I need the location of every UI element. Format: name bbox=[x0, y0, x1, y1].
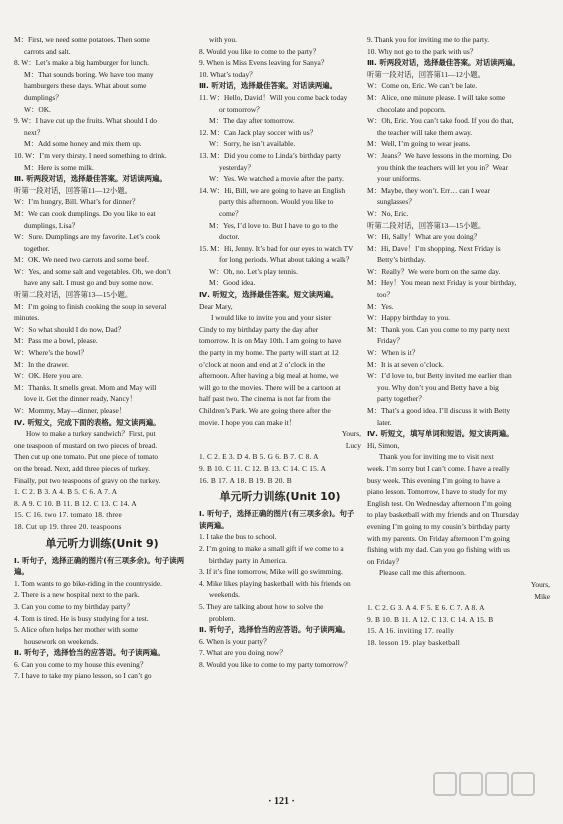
text-line: piano lesson. Tomorrow, I have to study for my bbox=[367, 487, 508, 497]
text-line: W：Yes. We watched a movie after the party. bbox=[209, 174, 344, 184]
text-line: 13. M：Did you come to Linda’s birthday party bbox=[199, 150, 342, 160]
text-line: 2. There is a new hospital next to the park. bbox=[14, 590, 140, 600]
column-right bbox=[367, 34, 550, 648]
text-line: busy week. This evening I’m going to have a bbox=[367, 475, 501, 485]
text-line: Yours, bbox=[341, 429, 361, 439]
text-line: 1. Tom wants to go bike-riding in the countryside. bbox=[14, 578, 162, 588]
text-line: afternoon. After having a big meal at home, we bbox=[199, 371, 339, 381]
text-line: 听第一段对话，回答第11—12小题。 bbox=[367, 69, 485, 79]
text-line: 1. C 2. E 3. D 4. B 5. G 6. B 7. C 8. A bbox=[199, 452, 319, 462]
column-middle bbox=[199, 34, 361, 670]
text-line: too？ bbox=[377, 290, 394, 300]
text-line: the party in my home. The party will start at 12 bbox=[199, 348, 339, 358]
text-line: week. I’m sorry but I can’t come. I have a really bbox=[367, 463, 510, 473]
text-line: W：OK. Here you are. bbox=[14, 371, 83, 381]
text-line: 1. C 2. G 3. A 4. F 5. E 6. C 7. A 8. A bbox=[367, 603, 485, 613]
text-line: with you. bbox=[209, 35, 237, 44]
text-line: 3. If it’s fine tomorrow, Mike will go swimming. bbox=[199, 567, 343, 577]
text-line: Children’s Park. We are going there after the bbox=[199, 406, 331, 415]
text-line: 8. Would you like to come to the party？ bbox=[199, 46, 320, 56]
section-heading: Ⅳ. 听短文，完成下面的表格。短文读两遍。 bbox=[14, 417, 161, 427]
text-line: M：I’m going to finish cooking the soup in several minutes. bbox=[14, 301, 167, 323]
text-line: 2. I’m going to make a small gift if we come to a bbox=[199, 543, 344, 553]
text-line: W：I’m hungry, Bill. What’s for dinner？ bbox=[14, 197, 140, 207]
text-line: Cindy to my birthday party the day after bbox=[199, 324, 319, 334]
text-line: M：Here is some milk. bbox=[24, 162, 94, 172]
text-line: have any salt. I must go and buy some now. bbox=[24, 278, 154, 288]
text-line: 15. M：Hi, Jenny. It’s bad for our eyes to watch TV bbox=[199, 243, 354, 253]
text-line: 15. A 16. inviting 17. really bbox=[367, 626, 455, 636]
text-line: M：That sounds boring. We have too many bbox=[24, 69, 154, 79]
text-line: 听第一段对话，回答第11—12小题。 bbox=[14, 185, 132, 195]
text-line: M：OK. We need two carrots and some beef. bbox=[14, 255, 149, 265]
text-line: housework on weekends. bbox=[24, 636, 99, 646]
text-line: 11. W：Hello, David！Will you come back today bbox=[199, 92, 348, 102]
text-line: 7. I have to take my piano lesson, so I can’t go bbox=[14, 671, 152, 681]
text-line: Please call me this afternoon. bbox=[379, 568, 466, 578]
text-line: Friday？ bbox=[377, 336, 404, 346]
text-line: W：Sure. Dumplings are my favorite. Let’s cook bbox=[14, 232, 161, 242]
section-heading: Ⅱ. 听句子，选择恰当的应答语。句子读两遍。 bbox=[199, 625, 350, 635]
text-line: 8. W：Let’s make a big hamburger for lunch. bbox=[14, 58, 149, 68]
text-line: problem. bbox=[209, 613, 236, 623]
section-heading: Ⅳ. 听短文，选择最佳答案。短文读两遍。 bbox=[199, 290, 339, 300]
text-line: M：Thank you. Can you come to my party next bbox=[367, 324, 510, 334]
text-line: 12. M：Can Jack play soccer with us？ bbox=[199, 127, 318, 137]
text-line: 4. Tom is tired. He is busy studying for a test. bbox=[14, 613, 149, 623]
text-line: 18. lesson 19. play basketball bbox=[367, 637, 461, 647]
text-line: W：Hi, Sally！What are you doing？ bbox=[367, 232, 481, 242]
text-line: one teaspoon of mustard on two pieces of bread. bbox=[14, 440, 158, 450]
text-line: W：Where’s the bowl？ bbox=[14, 348, 88, 358]
text-line: M：Hey！You mean next Friday is your birthday, bbox=[367, 278, 517, 288]
text-line: 5. They are talking about how to solve the bbox=[199, 601, 324, 611]
text-line: M：We can cook dumplings. Do you like to eat bbox=[14, 208, 156, 218]
text-line: hamburgers these days. What about some bbox=[24, 81, 147, 91]
text-line: I would like to invite you and your sister bbox=[211, 313, 332, 323]
text-line: you think the teachers will let you in？Wear bbox=[377, 162, 508, 172]
text-line: W：Oh, no. Let’s play tennis. bbox=[209, 266, 298, 276]
text-line: on the bread. Next, add three pieces of turkey. bbox=[14, 463, 150, 473]
text-line: M：Thanks. It smells great. Mom and May will bbox=[14, 382, 157, 392]
text-line: come？ bbox=[219, 208, 243, 218]
text-line: tomorrow. It is on May 10th. I am going to have bbox=[199, 336, 342, 346]
text-line: W：Jeans？We have lessons in the morning. Do bbox=[367, 150, 512, 160]
text-line: your uniforms. bbox=[377, 174, 421, 184]
text-line: 听第二段对话，回答第13—15小题。 bbox=[14, 290, 133, 300]
text-line: Thank you for inviting me to visit next bbox=[379, 452, 494, 462]
section-heading: Ⅲ. 听两段对话，选择最佳答案。对话读两遍。 bbox=[367, 58, 520, 68]
text-line: 8. Would you like to come to my party tomorrow？ bbox=[199, 659, 352, 669]
text-line: Mike bbox=[534, 591, 550, 601]
unit-title: 单元听力训练(Unit 10) bbox=[219, 490, 341, 504]
text-line: W：Mommy, May—dinner, please！ bbox=[14, 406, 127, 415]
text-line: 9. B 10. C 11. C 12. B 13. C 14. C 15. A bbox=[199, 463, 327, 473]
text-line: party together？ bbox=[377, 394, 426, 404]
text-line: you. Why don’t you and Betty have a big bbox=[377, 382, 499, 392]
section-heading: Ⅳ. 听短文，填写单词和短语。短文读两遍。 bbox=[367, 429, 514, 439]
text-line: 6. When is your party？ bbox=[199, 636, 271, 646]
text-line: Hi, Simon, bbox=[367, 440, 400, 450]
text-line: M：The day after tomorrow. bbox=[209, 116, 295, 126]
text-line: later. bbox=[377, 417, 392, 427]
text-line: 9. B 10. B 11. A 12. C 13. C 14. A 15. B bbox=[367, 614, 494, 624]
text-line: 15. C 16. two 17. tomato 18. three bbox=[14, 510, 122, 520]
text-line: W：Yes, and some salt and vegetables. Oh, we don’t bbox=[14, 266, 171, 276]
text-line: English test. On Wednesday afternoon I’m going bbox=[367, 498, 512, 508]
text-line: 16. B 17. A 18. B 19. B 20. B bbox=[199, 475, 292, 485]
text-line: M：Well, I’m going to wear jeans. bbox=[367, 139, 471, 149]
text-line: W：Really？We were born on the same day. bbox=[367, 266, 501, 276]
text-line: 4. Mike likes playing basketball with his friends on bbox=[199, 578, 351, 588]
text-line: Then cut up one tomato. Put one piece of tomato bbox=[14, 452, 159, 462]
text-line: M：Yes. bbox=[367, 301, 394, 311]
text-line: 1. I take the bus to school. bbox=[199, 532, 277, 542]
text-line: M：In the drawer. bbox=[14, 359, 69, 369]
section-heading: Ⅲ. 听对话，选择最佳答案。对话读两遍。 bbox=[199, 81, 338, 91]
text-line: 1. C 2. B 3. A 4. B 5. C 6. A 7. A bbox=[14, 487, 118, 497]
section-heading: Ⅲ. 听两段对话，选择最佳答案。对话读两遍。 bbox=[14, 174, 167, 184]
text-line: W：Happy birthday to you. bbox=[367, 313, 450, 323]
text-line: M：Add some honey and mix them up. bbox=[24, 139, 142, 149]
text-line: Finally, put two teaspoons of gravy on the turkey. bbox=[14, 475, 161, 485]
text-line: M：That’s a good idea. I’ll discuss it with Betty bbox=[367, 406, 511, 415]
text-line: 3. Can you come to my birthday party？ bbox=[14, 601, 134, 611]
text-line: the teacher will take them away. bbox=[377, 127, 473, 137]
column-left bbox=[14, 34, 190, 682]
page-number: · 121 · bbox=[268, 796, 295, 807]
text-line: 5. Alice often helps her mother with some bbox=[14, 625, 138, 635]
text-line: chocolate and popcorn. bbox=[377, 104, 446, 114]
text-line: evening I’m going to my cousin’s birthday party bbox=[367, 521, 511, 531]
text-line: How to make a turkey sandwich？First, put bbox=[26, 429, 156, 439]
text-line: party this afternoon. Would you like to bbox=[219, 197, 334, 207]
text-line: or tomorrow？ bbox=[219, 104, 264, 114]
text-line: Lucy bbox=[345, 440, 361, 450]
text-line: 10. W：I’m very thirsty. I need something to drink. bbox=[14, 150, 167, 160]
text-line: Betty’s birthday. bbox=[377, 255, 426, 265]
text-line: yesterday？ bbox=[219, 162, 255, 172]
text-line: 9. W：I have cut up the fruits. What should I do bbox=[14, 116, 157, 126]
text-line: o’clock at noon and end at 2 o’clock in the bbox=[199, 359, 326, 369]
text-line: M：Good idea. bbox=[209, 278, 256, 288]
text-line: 18. Cut up 19. three 20. teaspoons bbox=[14, 521, 122, 531]
text-line: W：When is it？ bbox=[367, 348, 420, 358]
text-line: M：Yes, I’d love to. But I have to go to the bbox=[209, 220, 338, 230]
text-line: W：I’d love to, but Betty invited me earlier than bbox=[367, 371, 512, 381]
text-line: 10. Why not go to the park with us？ bbox=[367, 46, 478, 56]
text-line: Yours, bbox=[530, 579, 550, 589]
watermark-logo bbox=[430, 770, 550, 814]
text-line: fishing with my dad. Can you go fishing with us bbox=[367, 545, 510, 555]
text-line: dumplings？ bbox=[24, 92, 63, 102]
text-line: 14. W：Hi, Bill, we are going to have an English bbox=[199, 185, 346, 195]
text-line: W：No, Eric. bbox=[367, 208, 409, 218]
text-line: M：Pass me a bowl, please. bbox=[14, 336, 98, 346]
text-line: M：Hi, Dave！I’m shopping. Next Friday is bbox=[367, 243, 501, 253]
text-line: 听第二段对话，回答第13—15小题。 bbox=[367, 220, 486, 230]
text-line: M：Alice, one minute please. I will take some bbox=[367, 92, 506, 102]
text-line: W：OK. bbox=[24, 104, 51, 114]
text-line: 9. Thank you for inviting me to the party. bbox=[367, 35, 490, 44]
section-heading: Ⅰ. 听句子，选择正确的图片(有三项多余)。句子读两遍。 bbox=[199, 509, 355, 530]
section-heading: Ⅰ. 听句子，选择正确的图片(有三项多余)。句子读两遍。 bbox=[14, 555, 185, 577]
text-line: movie. I hope you can make it！ bbox=[199, 417, 297, 427]
text-line: 7. What are you doing now？ bbox=[199, 648, 287, 658]
text-line: dumplings, Lisa？ bbox=[24, 220, 80, 230]
text-line: next？ bbox=[24, 127, 45, 137]
text-line: together. bbox=[24, 243, 50, 253]
text-line: sunglasses？ bbox=[377, 197, 416, 207]
text-line: with my parents. On Friday afternoon I’m going bbox=[367, 533, 510, 543]
text-line: M：It is at seven o’clock. bbox=[367, 359, 444, 369]
text-line: birthday party in America. bbox=[209, 555, 287, 565]
text-line: M：First, we need some potatoes. Then some bbox=[14, 35, 150, 44]
section-heading: Ⅱ. 听句子，选择恰当的应答语。句子读两遍。 bbox=[14, 648, 165, 658]
text-line: W：Oh, Eric. You can’t take food. If you do that, bbox=[367, 116, 514, 126]
text-line: doctor. bbox=[219, 232, 240, 242]
text-line: 9. When is Miss Evens leaving for Sanya？ bbox=[199, 58, 329, 68]
text-line: W：Sorry, he isn’t available. bbox=[209, 139, 296, 149]
text-line: carrots and salt. bbox=[24, 46, 71, 56]
text-line: 10. What’s today？ bbox=[199, 69, 257, 79]
text-line: M：Maybe, they won’t. Err… can I wear bbox=[367, 185, 491, 195]
text-line: W：Come on, Eric. We can’t be late. bbox=[367, 81, 478, 91]
text-line: on Friday？ bbox=[367, 556, 403, 566]
text-line: half past two. The cinema is not far from the bbox=[199, 394, 331, 404]
text-line: Dear Mary, bbox=[199, 301, 233, 311]
text-line: will go to the movies. There will be a cartoon at bbox=[199, 382, 341, 392]
text-line: to play basketball with my friends and on Thursday bbox=[367, 510, 520, 520]
text-line: love it. Get the dinner ready, Nancy！ bbox=[24, 394, 137, 404]
text-line: weekends. bbox=[209, 590, 240, 600]
text-line: W：So what should I do now, Dad？ bbox=[14, 324, 125, 334]
text-line: for long periods. What about taking a walk？ bbox=[219, 255, 354, 265]
text-line: 6. Can you come to my house this evening？ bbox=[14, 659, 148, 669]
unit-title: 单元听力训练(Unit 9) bbox=[45, 536, 159, 550]
text-line: 8. A 9. C 10. B 11. B 12. C 13. C 14. A bbox=[14, 498, 137, 508]
